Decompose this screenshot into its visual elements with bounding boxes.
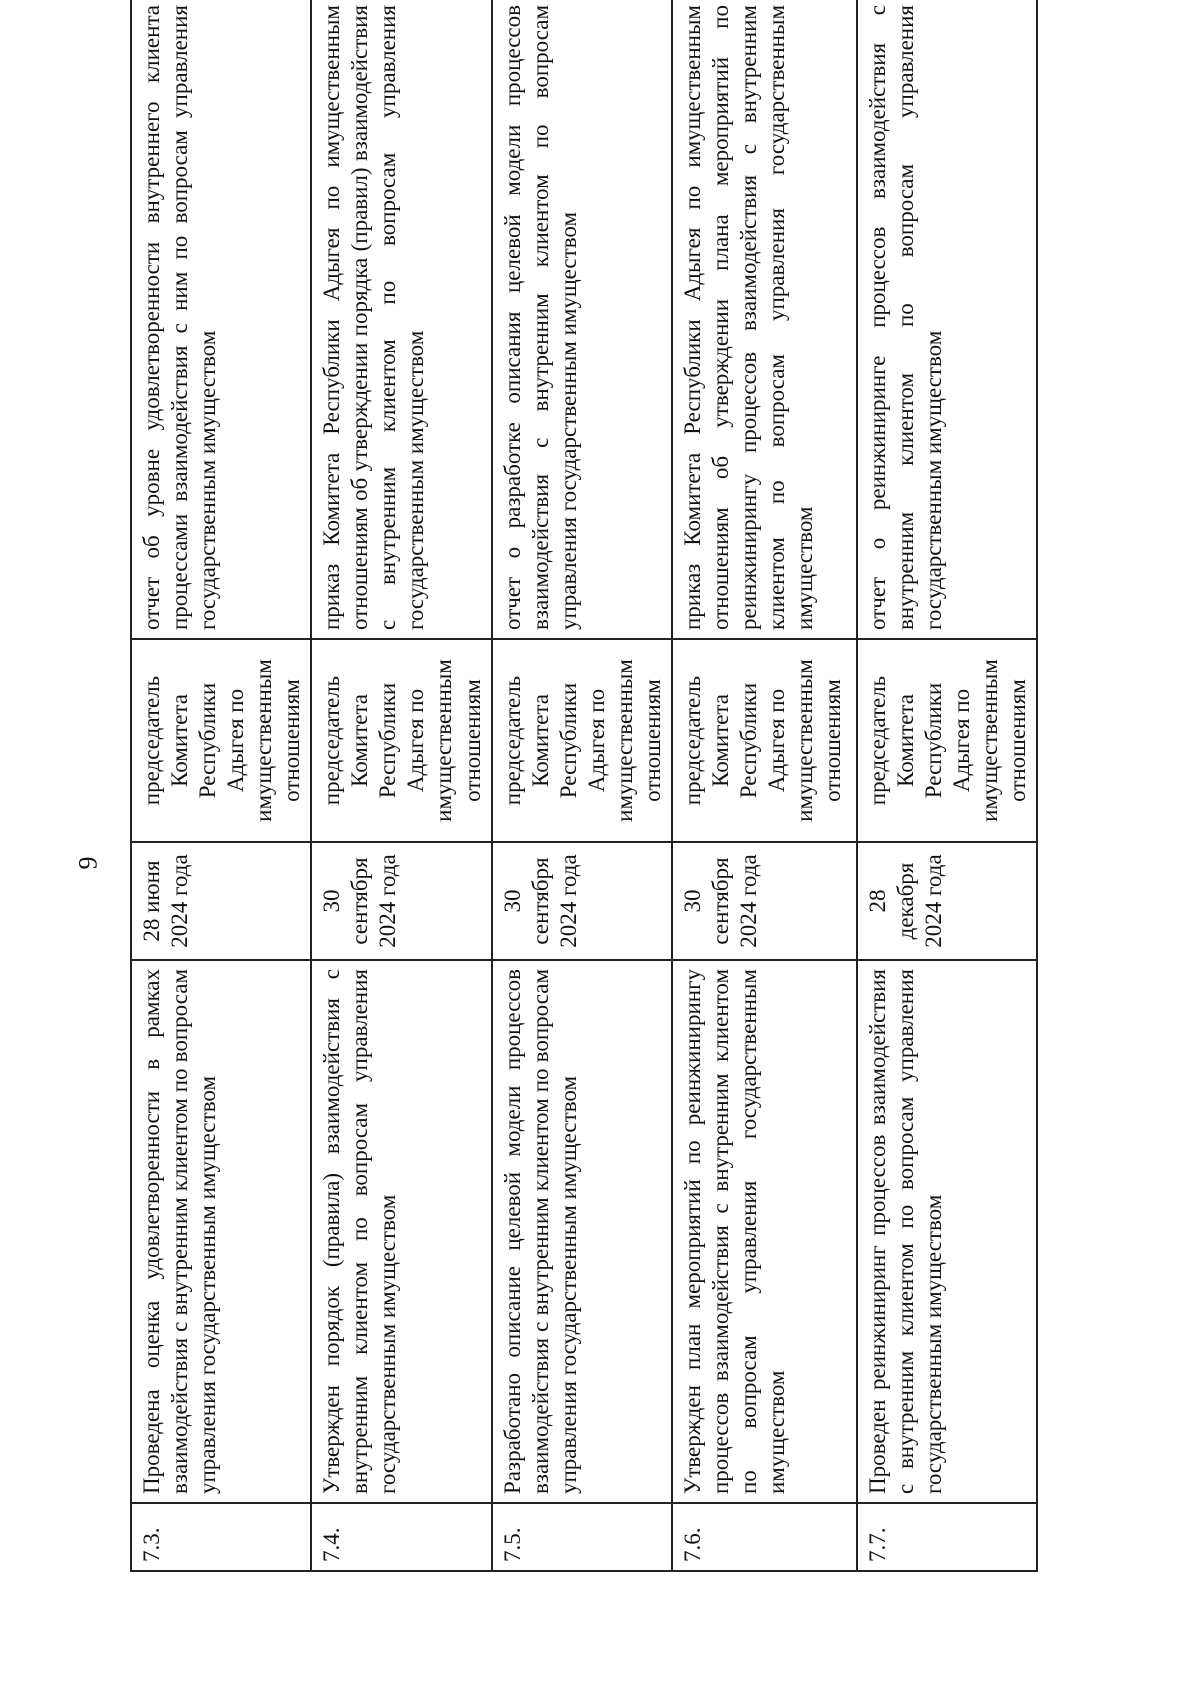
item-deadline: 28 июня 2024 года <box>131 842 311 960</box>
table-row <box>492 0 672 1571</box>
item-number: 7.6. <box>672 1503 857 1571</box>
item-responsible: председатель Комитета Республики Адыгея по имущественным отношениям <box>311 639 491 842</box>
item-document: отчет о разработке описания целевой модели процессов взаимодействия с внутренним клиентом по вопросам управления государственным имуществом <box>492 0 672 639</box>
item-deadline: 30 сентября 2024 года <box>492 842 672 960</box>
item-document: приказ Комитета Республики Адыгея по имущественным отношениям об утверждении порядка (правил) взаимодействия с внутренним клиентом по вопросам управления государственным имуществом <box>311 0 491 639</box>
table-row <box>672 0 857 1571</box>
item-responsible: председатель Комитета Республики Адыгея по имущественным отношениям <box>857 639 1037 842</box>
item-description: Проведена оценка удовлетворенности в рамках взаимодействия с внутренним клиентом по вопросам управления государственным имуществом <box>131 960 311 1503</box>
item-responsible: председатель Комитета Республики Адыгея по имущественным отношениям <box>492 639 672 842</box>
item-deadline: 30 сентября 2024 года <box>672 842 857 960</box>
item-number: 7.4. <box>311 1503 491 1571</box>
item-description: Разработано описание целевой модели процессов взаимодействия с внутренним клиентом по вопросам управления государственным имуществом <box>492 960 672 1503</box>
item-number: 7.5. <box>492 1503 672 1571</box>
item-deadline: 28 декабря 2024 года <box>857 842 1037 960</box>
item-number: 7.3. <box>131 1503 311 1571</box>
table-row <box>131 0 311 1571</box>
item-number: 7.7. <box>857 1503 1037 1571</box>
item-deadline: 30 сентября 2024 года <box>311 842 491 960</box>
item-description: Утвержден порядок (правила) взаимодействия с внутренним клиентом по вопросам управления государственным имуществом <box>311 960 491 1503</box>
rotated-page-content <box>130 5 1031 1572</box>
item-document: приказ Комитета Республики Адыгея по имущественным отношениям об утверждении плана мероприятий по реинжинирингу процессов взаимодействия с внутренним клиентом по вопросам управления государственным имуществом <box>672 0 857 639</box>
item-document: отчет об уровне удовлетворенности внутреннего клиента процессами взаимодействия с ним по вопросам управления государственным имуществом <box>131 0 311 639</box>
table-row <box>857 0 1037 1571</box>
item-responsible: председатель Комитета Республики Адыгея по имущественным отношениям <box>672 639 857 842</box>
item-responsible: председатель Комитета Республики Адыгея по имущественным отношениям <box>131 639 311 842</box>
page-number-text: 9 <box>73 856 103 870</box>
item-description: Утвержден план мероприятий по реинжинирингу процессов взаимодействия с внутренним клиентом по вопросам управления государственным имуществом <box>672 960 857 1503</box>
table-row <box>311 0 491 1571</box>
item-description: Проведен реинжиниринг процессов взаимодействия с внутренним клиентом по вопросам управления государственным имуществом <box>857 960 1037 1503</box>
item-document: отчет о реинжиниринге процессов взаимодействия с внутренним клиентом по вопросам управления государственным имуществом <box>857 0 1037 639</box>
action-plan-table <box>130 0 1038 1572</box>
